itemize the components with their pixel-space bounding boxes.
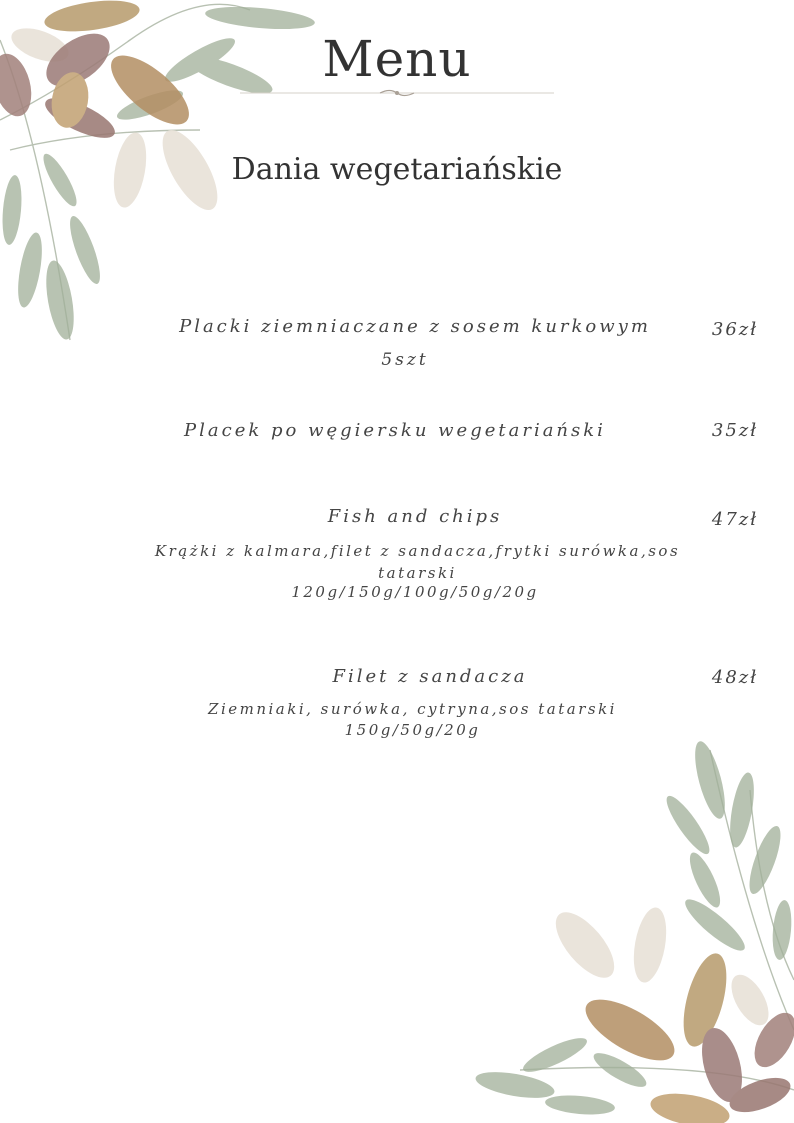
menu-item-price: 35zł bbox=[711, 420, 759, 441]
menu-item-name: Fish and chips bbox=[327, 506, 503, 527]
menu-item-description: Krążki z kalmara,filet z sandacza,frytki surówka,sos tatarski bbox=[154, 542, 681, 582]
section-heading: Dania wegetariańskie bbox=[231, 152, 563, 187]
menu-item-price: 47zł bbox=[711, 509, 759, 530]
menu-item-weights: 150g/50g/20g bbox=[344, 721, 481, 739]
leaves-bottom-right-illustration bbox=[460, 730, 794, 1123]
menu-item-name: Placki ziemniaczane z sosem kurkowym bbox=[179, 316, 651, 337]
menu-item-quantity: 5szt bbox=[381, 350, 429, 370]
menu-item-name: Filet z sandacza bbox=[332, 666, 528, 687]
title-divider-ornament bbox=[240, 88, 554, 98]
menu-item-description: Ziemniaki, surówka, cytryna,sos tatarski bbox=[208, 700, 617, 718]
menu-item-price: 48zł bbox=[711, 667, 759, 688]
menu-title: Menu bbox=[322, 30, 472, 88]
menu-item-name: Placek po węgiersku wegetariański bbox=[184, 420, 606, 441]
menu-item-weights: 120g/150g/100g/50g/20g bbox=[291, 583, 539, 601]
menu-item-price: 36zł bbox=[711, 319, 759, 340]
